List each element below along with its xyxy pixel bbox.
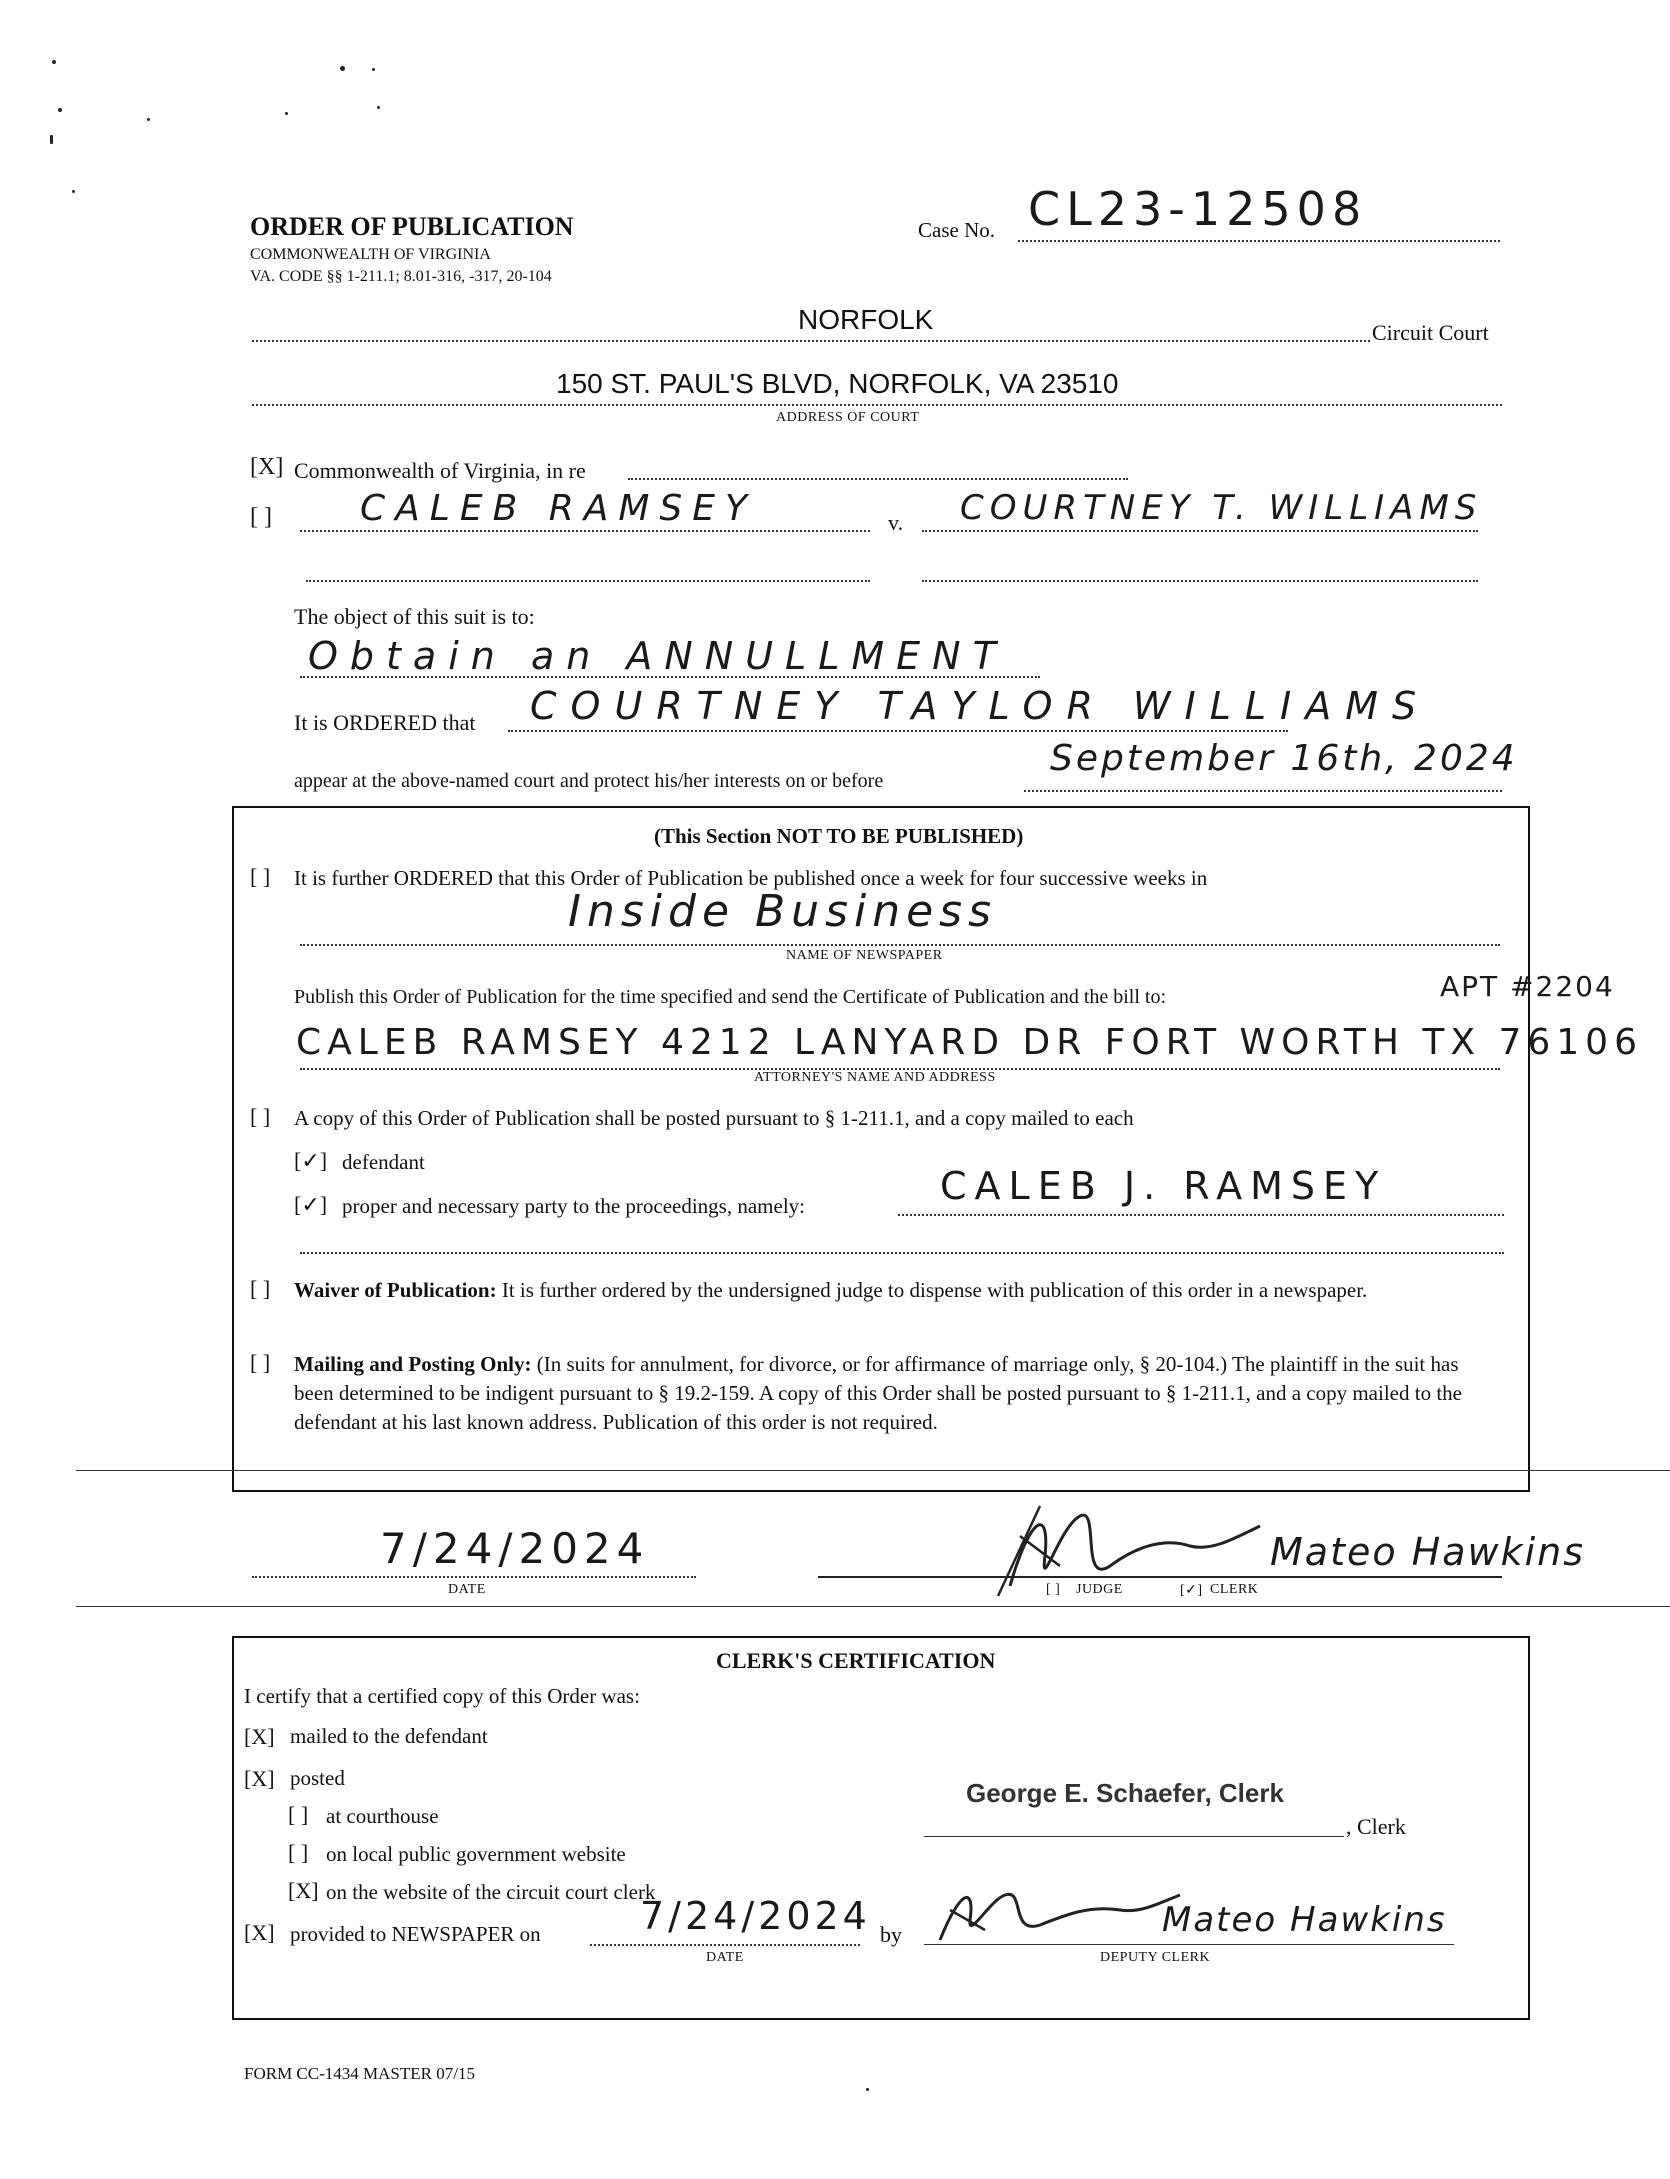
plaintiff-line-2 [306,580,870,582]
apt-note: APT #2204 [1440,970,1615,1003]
courthouse-label: at courthouse [326,1804,439,1828]
attorney-address: CALEB RAMSEY 4212 LANYARD DR FORT WORTH TX 76106 [296,1022,1643,1063]
certification-heading: CLERK'S CERTIFICATION [716,1648,996,1673]
clerk-suffix: , Clerk [1346,1814,1406,1839]
ordered-line [508,730,1288,732]
va-code-label: VA. CODE §§ 1-211.1; 8.01-316, -317, 20-104 [250,268,552,285]
order-date-label: DATE [448,1582,486,1597]
party-name: CALEB J. RAMSEY [940,1164,1387,1208]
local-website-label: on local public government website [326,1842,626,1866]
signature-rule [76,1606,1670,1607]
newspaper-name: Inside Business [568,886,998,937]
court-address-line [252,404,1502,406]
scan-speck [372,68,375,71]
waiver-paragraph [294,1276,1484,1304]
commonwealth-label: COMMONWEALTH OF VIRGINIA [250,246,491,263]
commonwealth-checkbox[interactable]: [X] [250,454,284,480]
newspaper-line [300,944,1500,946]
copy-posted-checkbox[interactable]: [ ] [250,1104,271,1129]
defendant-label: defendant [342,1150,425,1174]
newspaper-date-line [590,1944,860,1946]
signer-name: Mateo Hawkins [1270,1530,1586,1574]
case-no-line [1018,240,1500,242]
scan-speck [147,118,150,121]
circuit-court-label: Circuit Court [1372,320,1489,345]
certification-intro: I certify that a certified copy of this Order was: [244,1684,640,1708]
scan-speck [58,108,62,112]
appear-date-line [1024,790,1502,792]
party-label: proper and necessary party to the proceedings, namely: [342,1194,805,1218]
further-ordered-checkbox[interactable]: [ ] [250,864,271,889]
order-date-line [252,1576,696,1578]
waiver-checkbox[interactable]: [ ] [250,1276,271,1301]
versus-label: v. [888,510,904,535]
scan-speck [72,190,75,193]
in-re-line [628,478,1128,480]
scan-speck [866,2088,869,2091]
circuit-website-label: on the website of the circuit court clerk [326,1880,656,1904]
form-title: ORDER OF PUBLICATION [250,212,574,241]
section-rule [76,1470,1670,1471]
unpublished-heading: (This Section NOT TO BE PUBLISHED) [654,824,1024,848]
party-line-2 [300,1252,1504,1254]
scan-speck [285,112,288,115]
scan-speck [50,135,53,144]
posted-checkbox[interactable]: [X] [244,1766,275,1791]
appear-date: September 16th, 2024 [1050,738,1518,779]
object-label: The object of this suit is to: [294,604,535,629]
scan-speck [340,66,345,71]
order-date: 7/24/2024 [380,1524,650,1573]
newspaper-provided-label: provided to NEWSPAPER on [290,1922,541,1946]
clerk-checkbox[interactable]: [✓] [1180,1583,1203,1598]
ordered-party: COURTNEY TAYLOR WILLIAMS [530,684,1431,728]
party-checkbox[interactable]: [✓] [294,1192,328,1217]
deputy-name: Mateo Hawkins [1162,1900,1447,1940]
court-address-label: ADDRESS OF COURT [776,410,920,425]
deputy-signature-scribble [930,1880,1190,1950]
court-name-line [252,340,1370,342]
appear-label: appear at the above-named court and protect his/her interests on or before [294,770,884,792]
mailed-label: mailed to the defendant [290,1724,488,1748]
newspaper-date: 7/24/2024 [640,1894,871,1938]
plaintiff-name: CALEB RAMSEY [360,488,757,529]
scan-speck [377,106,380,109]
defendant-name: COURTNEY T. WILLIAMS [960,488,1483,528]
clerk-name-line [924,1836,1344,1837]
scan-speck [52,60,56,64]
courthouse-checkbox[interactable]: [ ] [288,1802,309,1827]
mailing-paragraph [294,1350,1484,1437]
posted-label: posted [290,1766,345,1790]
defendant-line [922,530,1478,532]
court-address: 150 ST. PAUL'S BLVD, NORFOLK, VA 23510 [556,368,1119,399]
waiver-heading: Waiver of Publication: [294,1278,497,1302]
form-id: FORM CC-1434 MASTER 07/15 [244,2064,475,2083]
commonwealth-in-re-label: Commonwealth of Virginia, in re [294,458,586,483]
object-value: Obtain an ANNULLMENT [308,634,1008,678]
attorney-label: ATTORNEY'S NAME AND ADDRESS [754,1070,996,1085]
mailed-checkbox[interactable]: [X] [244,1724,275,1749]
judge-label: JUDGE [1076,1582,1123,1597]
mailing-checkbox[interactable]: [ ] [250,1350,271,1375]
newspaper-label: NAME OF NEWSPAPER [786,948,943,963]
waiver-text: It is further ordered by the undersigned judge to dispense with publication of this order in a newspaper. [501,1278,1368,1302]
local-website-checkbox[interactable]: [ ] [288,1840,309,1865]
plaintiff-line [300,530,870,532]
copy-posted-text: A copy of this Order of Publication shall be posted pursuant to § 1-211.1, and a copy mailed to each [294,1106,1134,1130]
mailing-heading: Mailing and Posting Only: [294,1352,532,1376]
case-no-label: Case No. [918,218,995,242]
court-name: NORFOLK [798,304,934,335]
clerk-stamp: George E. Schaefer, Clerk [966,1778,1284,1808]
ordered-label: It is ORDERED that [294,710,476,735]
newspaper-date-label: DATE [706,1950,744,1965]
by-label: by [880,1922,902,1947]
mailing-text: (In suits for annulment, for divorce, or for affirmance of marriage only, § 20-104.) The plaintiff in the suit has been determined to be indigent pursuant to § 19.2-159. A copy of this Order shall be posted pursuant to § 1-211.1, and a copy mailed to the defendant at his last known address. Publication of this order is not required. [294,1352,1462,1434]
party-line [898,1214,1504,1216]
defendant-line-2 [922,580,1478,582]
deputy-clerk-label: DEPUTY CLERK [1100,1950,1211,1965]
newspaper-provided-checkbox[interactable]: [X] [244,1920,275,1945]
further-ordered-text: It is further ORDERED that this Order of Publication be published once a week for four successive weeks in [294,866,1208,890]
defendant-checkbox[interactable]: [✓] [294,1148,328,1173]
case-no-value: CL23-12508 [1028,182,1368,236]
publish-instructions: Publish this Order of Publication for the time specified and send the Certificate of Publication and the bill to: [294,986,1167,1008]
versus-checkbox[interactable]: [ ] [250,504,272,530]
clerk-label: CLERK [1210,1582,1259,1597]
judge-checkbox[interactable]: [ ] [1046,1582,1061,1597]
circuit-website-checkbox[interactable]: [X] [288,1878,319,1903]
